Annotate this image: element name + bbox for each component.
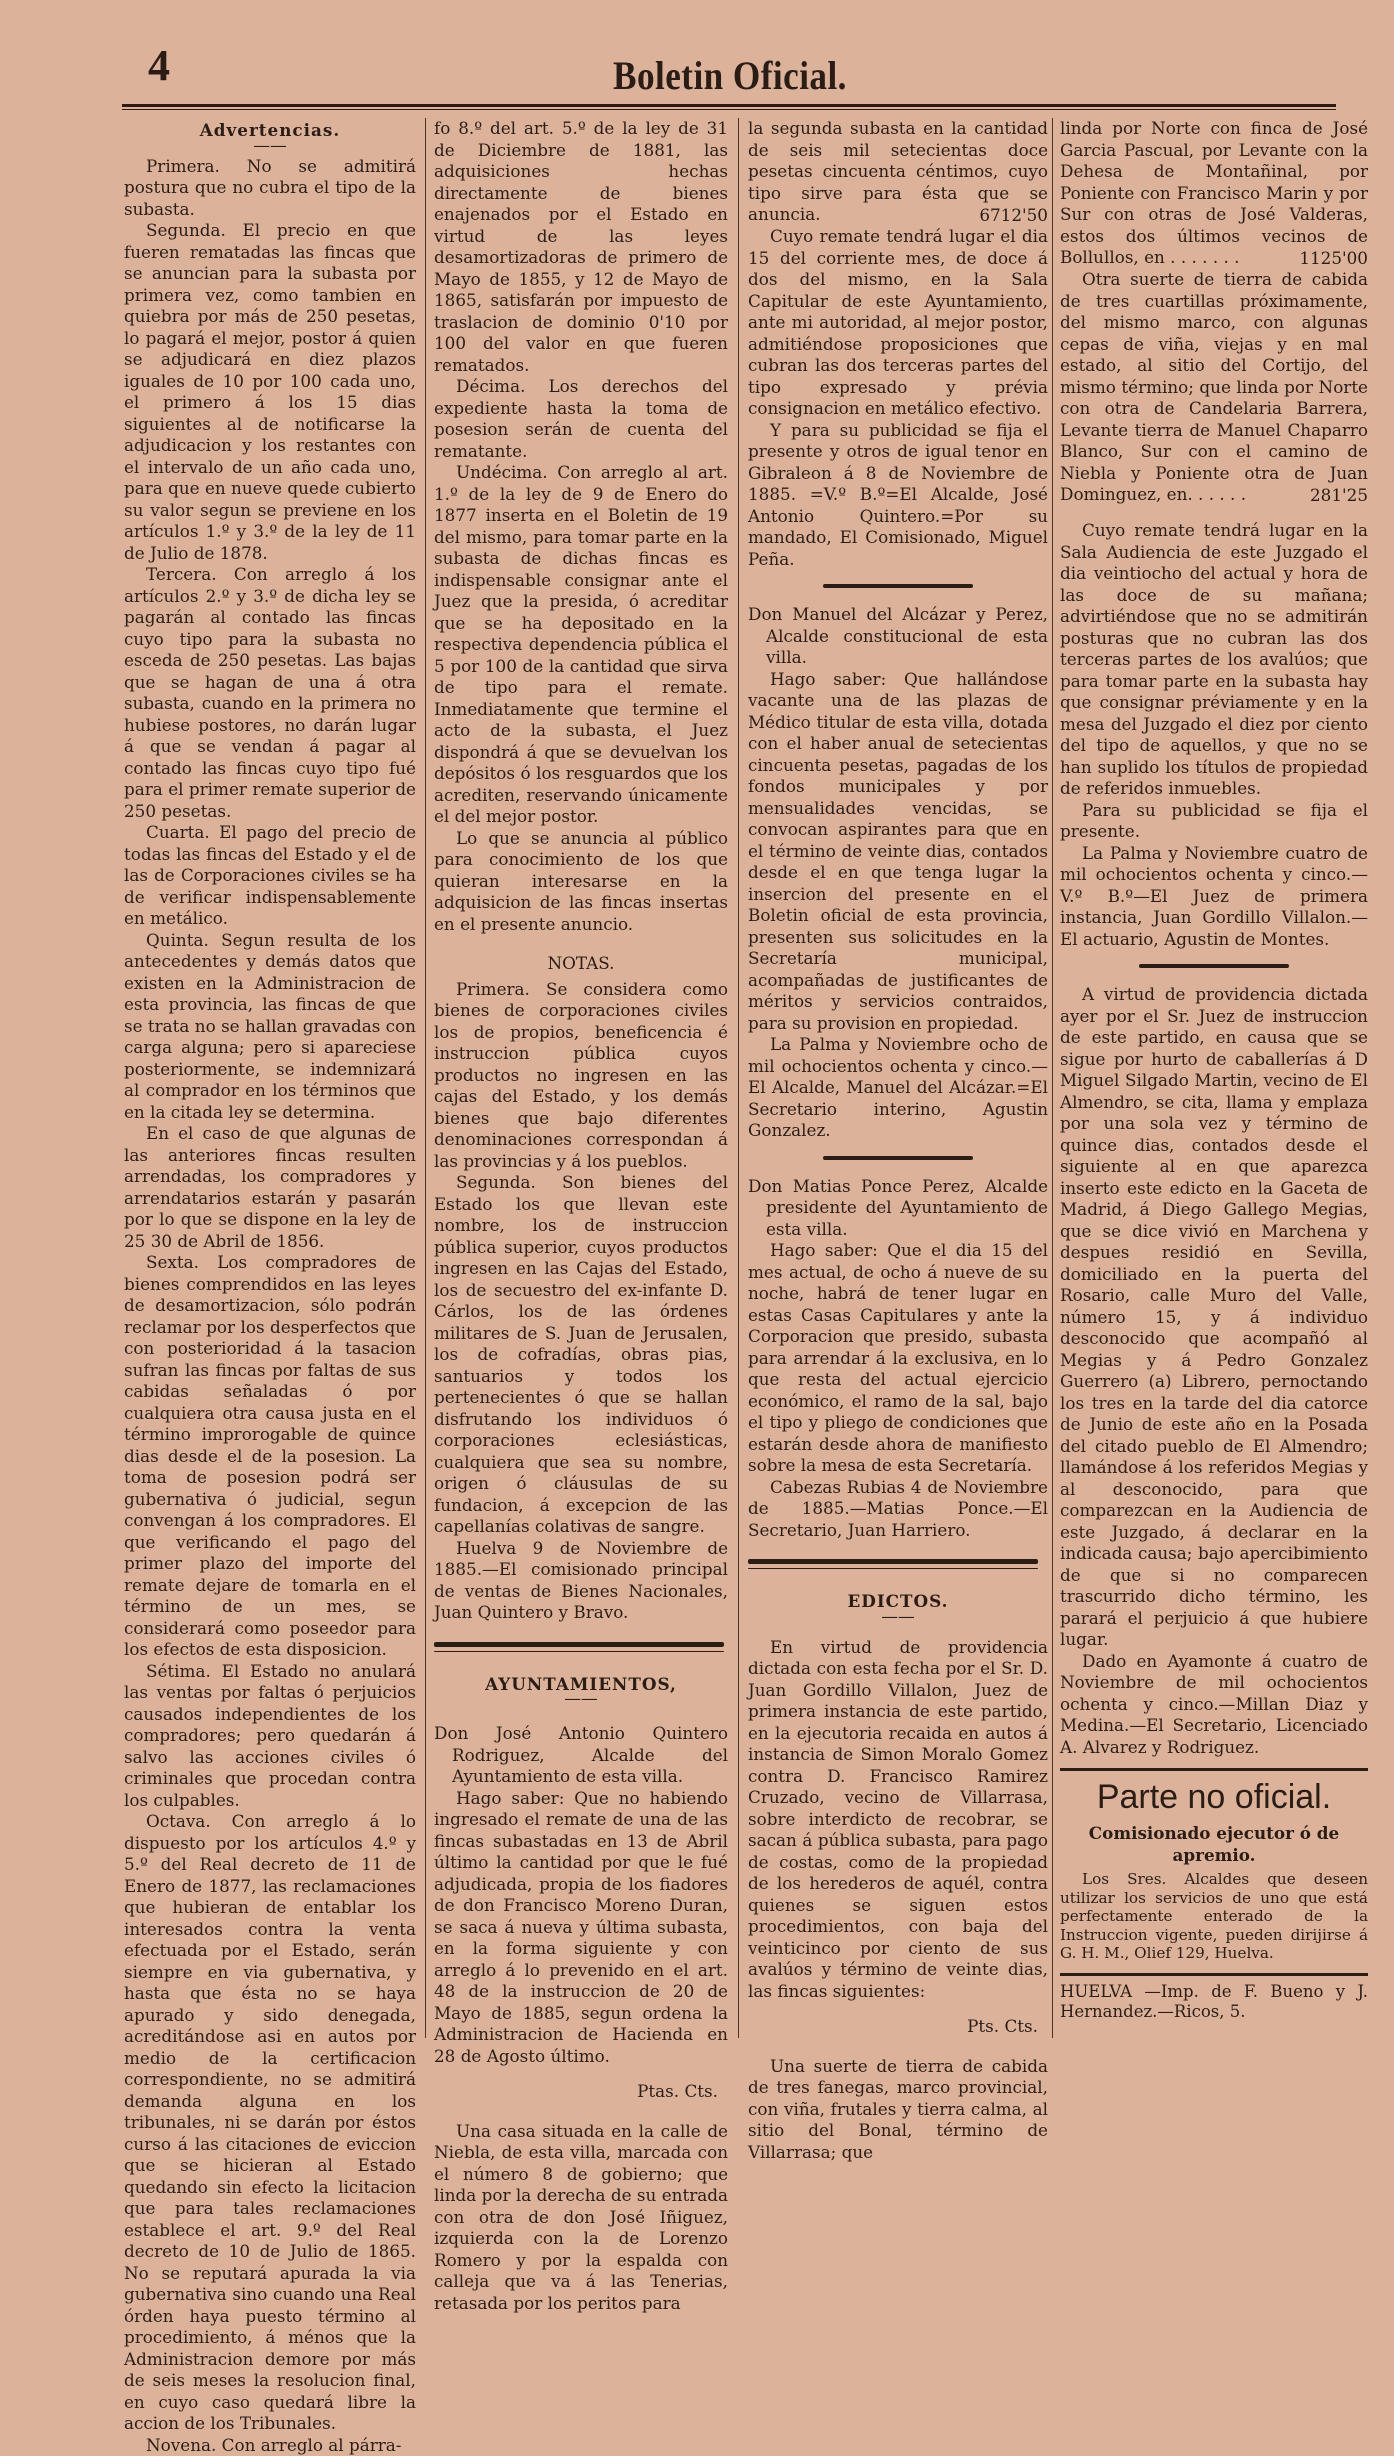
amount: 281'25 — [1060, 485, 1368, 507]
paragraph: fo 8.º del art. 5.º de la ley de 31 de Diciembre de 1881, las adquisiciones hechas directamente de bienes enajenados por el Estado en virtud de las leyes desamortizadoras de primero de Mayo de 1855, y 12 de Mayo de 1865, satisfarán por impuesto de traslacion de dominio 0'10 por 100 del valor en que fueren rematados. — [434, 118, 728, 376]
notice-intro: Don Manuel del Alcázar y Perez, Alcalde constitucional de esta villa. — [748, 604, 1048, 669]
paragraph: la segunda subasta en la cantidad de seis mil setecientas doce pesetas cincuenta céntimos, cuyo tipo sirve para ésta que se anuncia. — [748, 118, 1048, 226]
section-rule-thin — [434, 1651, 724, 1652]
section-heading-parte-no-oficial: Parte no oficial. — [1060, 1768, 1368, 1817]
paragraph: Los Sres. Alcaldes que deseen utilizar los servicios de uno que está perfectamente enterado de la Instruccion vigente, pueden dirijirse á G. H. M., Olief 129, Huelva. — [1060, 1870, 1368, 1963]
paragraph: Novena. Con arreglo al párra- — [124, 2435, 416, 2456]
column-divider — [738, 118, 739, 2038]
section-separator — [823, 584, 973, 588]
section-heading-ayuntamientos: AYUNTAMIENTOS, — [434, 1674, 728, 1696]
amount: 6712'50 — [748, 205, 1048, 227]
paragraph: Cuyo remate tendrá lugar en la Sala Audiencia de este Juzgado el dia veintiocho del actual y hora de las doce de su mañana; advirtiéndose que no se admitirán posturas que no cubran las dos terceras partes de los avalúos; que para tomar parte en la subasta hay que consignar préviamente y en la mesa del Juzgado el diez por ciento del tipo de aquellos, y que no se han suplido los títulos de propiedad de referidos inmuebles. — [1060, 520, 1368, 800]
property-listing: Una suerte de tierra de cabida de tres fanegas, marco provincial, con viña, frutales y tierra calma, al sitio del Bonal, término de Villarrasa; que — [748, 2056, 1048, 2164]
comisionado-heading: Comisionado ejecutor ó de apremio. — [1060, 1823, 1368, 1866]
heading-dash: —— — [748, 1609, 1048, 1623]
section-heading-advertencias: Advertencias. — [124, 120, 416, 142]
column-divider — [1052, 118, 1053, 2038]
paragraph: En virtud de providencia dictada con esta fecha por el Sr. D. Juan Gordillo Villalon, Juez de primera instancia de este partido, en la ejecutoria recaida en autos á instancia de Simon Moralo Gomez contra D. Francisco Ramirez Cruzado, vecino de Villarrasa, sobre interdicto de recobrar, se sacan á pública subasta, para pago de costas, como de la propiedad de los herederos de aquél, contra quienes se siguen estos procedimientos, con baja del veinticinco por ciento de sus avalúos y término de veinte dias, las fincas siguientes: — [748, 1637, 1048, 2003]
paragraph: La Palma y Noviembre cuatro de mil ochocientos ochenta y cinco.—V.º B.º—El Juez de primera instancia, Juan Gordillo Villalon.—El actuario, Agustin de Montes. — [1060, 843, 1368, 951]
amount: 1125'00 — [1060, 248, 1368, 270]
notas-heading: NOTAS. — [434, 953, 728, 975]
section-rule — [434, 1642, 724, 1647]
pesetas-column-label: Ptas. Cts. — [434, 2081, 718, 2103]
column-1 — [124, 118, 416, 2043]
column-divider — [425, 118, 426, 2038]
paragraph: A virtud de providencia dictada ayer por el Sr. Juez de instruccion de este partido, en causa que se sigue por hurto de caballerías á D Miguel Silgado Martin, vecino de El Almendro, se cita, llama y emplaza por una sola vez y término de quince dias, contados desde el siguiente al en que aparezca inserto este edicto en la Gaceta de Madrid, á Diego Gallego Megias, que se dice vivió en Marchena y despues residió en Sevilla, domiciliado en la puerta del Rosario, calle Muro del Valle, número 15, y á individuo desconocido que acompañó al Megias y á Pedro Gonzalez Guerrero (a) Librero, pernoctando los tres en la tarde del dia catorce de Junio de este año en la Posada del citado pueblo de El Almendro; llamándose á los referidos Megias y al desconocido, para que comparezcan en la Audiencia de este Juzgado, á declarar en la indicada causa; bajo apercibimiento de que si no comparecen trascurrido dicho término, les parará el perjuicio á que hubiere lugar. — [1060, 984, 1368, 1651]
paragraph: Primera. Se considera como bienes de corporaciones civiles los de propios, beneficencia é instruccion pública cuyos productos no ingresen en las cajas del Estado, y los demás bienes que bajo diferentes denominaciones correspondan á las provincias y á los pueblos. — [434, 979, 728, 1173]
notice-intro: Don Matias Ponce Perez, Alcalde presidente del Ayuntamiento de esta villa. — [748, 1176, 1048, 1241]
heading-dash: —— — [434, 1691, 728, 1705]
paragraph: Para su publicidad se fija el presente. — [1060, 800, 1368, 843]
paragraph: Cuarta. El pago del precio de todas las fincas del Estado y el de las de Corporaciones civiles se ha de verificar indispensablemente en metálico. — [124, 822, 416, 930]
property-listing: Una casa situada en la calle de Niebla, de esta villa, marcada con el número 8 de gobierno; que linda por la derecha de su entrada con otra de don José Iñiguez, izquierda con la de Lorenzo Romero y por la espalda con calleja que va á las Tenerias, retasada por los peritos para — [434, 2121, 728, 2315]
paragraph: Quinta. Segun resulta de los antecedentes y demás datos que existen en la Administracion de esta provincia, las fincas de que se trata no se hallan gravadas con carga alguna; pero si apareciese posteriormente, se indemnizará al comprador en los términos que en la citada ley se determina. — [124, 930, 416, 1124]
pesetas-column-label: Pts. Cts. — [748, 2016, 1038, 2038]
column-2 — [434, 118, 728, 2043]
paragraph: Hago saber: Que hallándose vacante una de las plazas de Médico titular de esta villa, dotada con el haber anual de setecientas cincuenta pesetas, pagadas de los fondos municipales y por mensualidades vencidas, se convocan aspirantes para que en el término de veinte dias, contados desde el en que tenga lugar la insercion del presente en el Boletin oficial de esta provincia, presenten sus solicitudes en la Secretaría municipal, acompañadas de justificantes de méritos y servicios contraidos, para su provision en propiedad. — [748, 669, 1048, 1035]
column-4 — [1060, 118, 1368, 2043]
paragraph: Sexta. Los compradores de bienes comprendidos en las leyes de desamortizacion, sólo podrán reclamar por los desperfectos que con posterioridad á la tasacion sufran las fincas por faltas de sus cabidas señaladas ó por cualquiera otra causa justa en el término improrogable de quince dias desde el de la posesion. La toma de posesion podrá ser gubernativa ó judicial, segun convengan á los compradores. El que verificando el pago del primer plazo del importe del remate dejare de tomarla en el término de un mes, se considerará como poseedor para los efectos de esta disposicion. — [124, 1252, 416, 1661]
paragraph: Décima. Los derechos del expediente hasta la toma de posesion serán de cuenta del rematante. — [434, 376, 728, 462]
column-3 — [748, 118, 1048, 2043]
paragraph: La Palma y Noviembre ocho de mil ochocientos ochenta y cinco.—El Alcalde, Manuel del Alcázar.=El Secretario interino, Agustin Gonzalez. — [748, 1034, 1048, 1142]
property-listing: Otra suerte de tierra de cabida de tres cuartillas próximamente, del mismo marco, con algunas cepas de viña, viejas y en mal estado, al sitio del Cortijo, del mismo término; que linda por Norte con otra de Candelaria Barrera, Levante tierra de Manuel Chaparro Blanco, Sur con el camino de Niebla y Poniente otra de Juan Dominguez, en. . . . . . — [1060, 269, 1368, 506]
section-separator — [823, 1156, 973, 1160]
paragraph: Octava. Con arreglo á lo dispuesto por los artículos 4.º y 5.º del Real decreto de 11 de Enero de 1877, las reclamaciones que hubieran de entablar los interesados contra la venta efectuada por el Estado, serán siempre en via gubernativa, y hasta que ésta no se haya apurado y sido denegada, acreditándose asi en autos por medio de la certificacion correspondiente, no se admitirá demanda alguna en los tribunales, ni se darán por éstos curso á las citaciones de eviccion que se hicieran al Estado quedando sin efecto la licitacion que para tales reclamaciones establece el art. 9.º del Real decreto de 10 de Julio de 1865. No se reputará apurada la via gubernativa sino cuando una Real órden haya puesto término al procedimiento, á ménos que la Administracion demore por más de seis meses la resolucion final, en cuyo caso quedará libre la accion de los Tribunales. — [124, 1811, 416, 2435]
property-listing: linda por Norte con finca de José Garcia Pascual, por Levante con la Dehesa de Montañinal, por Poniente con Francisco Marin y por Sur con otras de José Valderas, estos dos últimos vecinos de Bollullos, en . . . . . . . — [1060, 118, 1368, 269]
header-rule — [122, 104, 1336, 107]
paragraph: Segunda. El precio en que fueren rematadas las fincas que se anuncian para la subasta por primera vez, como tambien en quiebra por más de 250 pesetas, lo pagará el mejor, postor á quien se adjudicará en diez plazos iguales de 10 por 100 cada uno, el primero á los 15 dias siguientes al de notificarse la adjudicacion y los restantes con el intervalo de un año cada uno, para que en nueve quede cubierto su valor segun se previene en los artículos 1.º y 3.º de la ley de 11 de Julio de 1878. — [124, 220, 416, 564]
paragraph: Dado en Ayamonte á cuatro de Noviembre de mil ochocientos ochenta y cinco.—Millan Diaz y Medina.—El Secretario, Licenciado A. Alvarez y Rodriguez. — [1060, 1651, 1368, 1759]
paragraph: Hago saber: Que el dia 15 del mes actual, de ocho á nueve de su noche, habrá de tener lugar en estas Casas Capitulares y ante la Corporacion que presido, subasta para arrendar á la exclusiva, en lo que resta del actual ejercicio económico, el ramo de la sal, bajo el tipo y pliego de condiciones que estarán desde ahora de manifiesto sobre la mesa de esta Secretaría. — [748, 1240, 1048, 1477]
paragraph: Primera. No se admitirá postura que no cubra el tipo de la subasta. — [124, 156, 416, 221]
section-rule-thin — [748, 1568, 1038, 1569]
masthead-title: Boletin Oficial. — [563, 52, 897, 99]
section-heading-edictos: EDICTOS. — [748, 1591, 1048, 1613]
paragraph: Sétima. El Estado no anulará las ventas por faltas ó perjuicios causados independientes de los compradores; pero quedarán á salvo las acciones civiles ó criminales que procedan contra los culpables. — [124, 1661, 416, 1812]
paragraph: Segunda. Son bienes del Estado los que llevan este nombre, los de instruccion pública superior, cuyos productos ingresen en las Cajas del Estado, los de secuestro del ex-infante D. Cárlos, los de las órdenes militares de S. Juan de Jerusalen, los de cofradías, obras pias, santuarios y todos los pertenecientes ó que se hallan disfrutando los individuos ó corporaciones eclesiásticas, cualquiera que sea su nombre, origen ó cláusulas de su fundacion, á excepcion de las capellanías colativas de sangre. — [434, 1172, 728, 1538]
notice-intro: Don José Antonio Quintero Rodriguez, Alcalde del Ayuntamiento de esta villa. — [434, 1723, 728, 1788]
paragraph: Huelva 9 de Noviembre de 1885.—El comisionado principal de ventas de Bienes Nacionales, Juan Quintero y Bravo. — [434, 1538, 728, 1624]
paragraph: Cuyo remate tendrá lugar el dia 15 del corriente mes, de doce á dos del mismo, en la Sala Capitular de este Ayuntamiento, ante mi autoridad, al mejor postor, admitiéndose proposiciones que cubran las dos terceras partes del tipo expresado y prévia consignacion en metálico efectivo. — [748, 226, 1048, 420]
header-rule-thin — [122, 109, 1336, 110]
paragraph: Cabezas Rubias 4 de Noviembre de 1885.—Matias Ponce.—El Secretario, Juan Harriero. — [748, 1477, 1048, 1542]
section-separator — [1139, 964, 1289, 968]
printer-imprint: HUELVA —Imp. de F. Bueno y J. Hernandez.—Ricos, 5. — [1060, 1973, 1368, 2022]
paragraph: En el caso de que algunas de las anteriores fincas resulten arrendadas, los compradores y arrendatarios estarán y pasarán por lo que se dispone en la ley de 25 30 de Abril de 1856. — [124, 1123, 416, 1252]
paragraph: Y para su publicidad se fija el presente y otros de igual tenor en Gibraleon á 8 de Noviembre de 1885. =V.º B.º=El Alcalde, José Antonio Quintero.=Por su mandado, El Comisionado, Miguel Peña. — [748, 420, 1048, 571]
paragraph: Undécima. Con arreglo al art. 1.º de la ley de 9 de Enero do 1877 inserta en el Boletin de 19 del mismo, para tomar parte en la subasta de dichas fincas es indispensable consignar ante el Juez que la presida, ó acreditar que se ha depositado en la respectiva dependencia pública el 5 por 100 de la cantidad que sirva de tipo para el remate. Inmediatamente que termine el acto de la subasta, el Juez dispondrá á que se devuelvan los depósitos ó los resguardos que los acrediten, reservando únicamente el del mejor postor. — [434, 462, 728, 828]
page-number: 4 — [148, 40, 170, 91]
paragraph: Hago saber: Que no habiendo ingresado el remate de una de las fincas subastadas en 13 de Abril último la cantidad por que le fué adjudicada, propia de los fiadores de don Francisco Moreno Duran, se saca á nueva y última subasta, en la forma siguiente y con arreglo á lo prevenido en el art. 48 de la instruccion de 20 de Mayo de 1885, segun ordena la Administracion de Hacienda en 28 de Agosto último. — [434, 1788, 728, 2068]
paragraph: Tercera. Con arreglo á los artículos 2.º y 3.º de dicha ley se pagarán al contado las fincas cuyo tipo para la subasta no esceda de 250 pesetas. Las bajas que se hagan de una á otra subasta, cuando en la primera no hubiese postores, no darán lugar á que se vendan á pagar al contado las fincas cuyo tipo fué para el primer remate superior de 250 pesetas. — [124, 564, 416, 822]
heading-dash: —— — [124, 138, 416, 152]
paragraph: Lo que se anuncia al público para conocimiento de los que quieran interesarse en la adquisicion de las fincas insertas en el presente anuncio. — [434, 828, 728, 936]
section-rule — [748, 1559, 1038, 1564]
